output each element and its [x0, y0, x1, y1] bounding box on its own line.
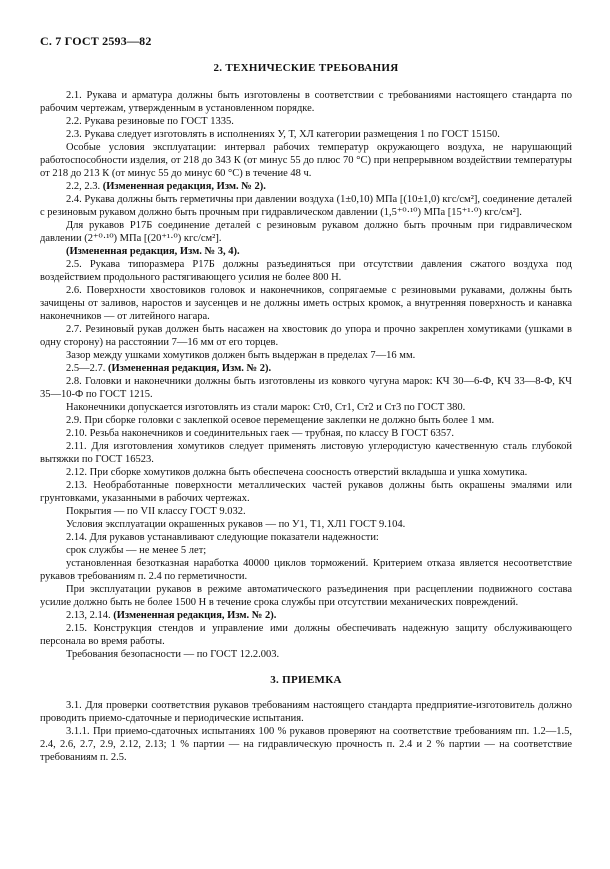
- amendment-note: [40, 609, 572, 622]
- paragraph: Для рукавов Р17Б соединение деталей с резиновым рукавом должно быть прочным при гидравлическом давлении (2⁺⁰·¹⁰) МПа [(20⁺¹·⁰) кгс/см²].: [40, 220, 572, 244]
- paragraph: 2.14. Для рукавов устанавливают следующие показатели надежности:: [66, 532, 379, 543]
- paragraph: 2.13. Необработанные поверхности металлических частей рукавов должны быть окрашены эмалями или грунтовками, указанными в рабочих чертежах.: [40, 480, 572, 504]
- amendment-text: (Измененная редакция, Изм. № 2).: [113, 610, 277, 621]
- paragraph: 2.3. Рукава следует изготовлять в исполнениях У, Т, ХЛ категории размещения 1 по ГОСТ 15150.: [66, 129, 500, 140]
- paragraph: Зазор между ушками хомутиков должен быть выдержан в пределах 7—16 мм.: [66, 350, 416, 361]
- paragraph: 2.15. Конструкция стендов и управление ими должны обеспечивать надежную защиту обслуживающего персонала во время работы.: [40, 623, 572, 647]
- paragraph: 2.10. Резьба наконечников и соединительных гаек — трубная, по классу В ГОСТ 6357.: [66, 428, 455, 439]
- amendment-text: (Измененная редакция, Изм. № 2).: [102, 181, 266, 192]
- paragraph: При эксплуатации рукавов в режиме автоматического разъединения при расцеплении подвижного состава усилие должно быть не более 1500 Н в течение срока службы при отсутствии механических повреждений.: [40, 584, 572, 608]
- paragraph: 3.1.1. При приемо-сдаточных испытаниях 100 % рукавов проверяют на соответствие требованиям пп. 1.2—1.5, 2.4, 2.6, 2.7, 2.9, 2.12, 2.13; 1 % партии — на гидравлическую прочность п. 2.4 и 2 % партии — на соответствие требованиям п. 2.5.: [40, 726, 572, 763]
- paragraph: 2.11. Для изготовления хомутиков следует применять листовую углеродистую качественную сталь глубокой вытяжки по ГОСТ 16523.: [40, 441, 572, 465]
- paragraph: Условия эксплуатации окрашенных рукавов — по У1, Т1, ХЛ1 ГОСТ 9.104.: [66, 519, 406, 530]
- paragraph: Покрытия — по VII классу ГОСТ 9.032.: [66, 506, 246, 517]
- amendment-note: (Измененная редакция, Изм. № 3, 4).: [66, 246, 240, 257]
- page-header: С. 7 ГОСТ 2593—82: [40, 34, 152, 48]
- paragraph: установленная безотказная наработка 40000 циклов торможений. Критерием отказа является несоответствие рукавов требованиям п. 2.4 по герметичности.: [40, 558, 572, 582]
- paragraph: 2.5. Рукава типоразмера Р17Б должны разъединяться при отсутствии давления сжатого воздуха под воздействием продольного растягивающего усилия не более 800 Н.: [40, 259, 572, 283]
- paragraph: 2.9. При сборке головки с заклепкой осевое перемещение заклепки не должно быть более 1 мм.: [66, 415, 495, 426]
- paragraph: Особые условия эксплуатации: интервал рабочих температур окружающего воздуха, не нарушающий работоспособности изделия, от 218 до 343 К (от минус 55 до плюс 70 °С) при непрерывном воздействии температуры от 218 до 213 К (от минус 55 до минус 60 °С) в течение 48 ч.: [40, 142, 572, 179]
- paragraph: Наконечники допускается изготовлять из стали марок: Ст0, Ст1, Ст2 и Ст3 по ГОСТ 380.: [66, 402, 466, 413]
- paragraph: 2.8. Головки и наконечники должны быть изготовлены из ковкого чугуна марок: КЧ 30—6-Ф, КЧ 33—8-Ф, КЧ 35—10-Ф по ГОСТ 1215.: [40, 376, 572, 400]
- clause-numbers: 2.2, 2.3.: [66, 181, 101, 192]
- amendment-text: (Измененная редакция, Изм. № 2).: [108, 363, 272, 374]
- paragraph: 2.2. Рукава резиновые по ГОСТ 1335.: [66, 116, 234, 127]
- page-content: [40, 62, 572, 764]
- paragraph: 2.12. При сборке хомутиков должна быть обеспечена соосность отверстий вкладыша и ушка хомутика.: [66, 467, 528, 478]
- amendment-note: [40, 362, 572, 375]
- paragraph: 2.4. Рукава должны быть герметичны при давлении воздуха (1±0,10) МПа [(10±1,0) кгс/см²], соединение деталей с резиновым рукавом должно быть прочным при гидравлическом давлении (1,5⁺⁰·¹⁰) МПа [15⁺¹·⁰) кгс/см²].: [40, 194, 572, 218]
- paragraph: срок службы — не менее 5 лет;: [66, 545, 207, 556]
- clause-numbers: 2.5—2.7.: [66, 363, 106, 374]
- amendment-note: [40, 180, 572, 193]
- clause-numbers: 2.13, 2.14.: [66, 610, 111, 621]
- paragraph: 2.7. Резиновый рукав должен быть насажен на хвостовик до упора и прочно закреплен хомутиками (ушками в одну сторону) на расстоянии 7—16 мм от его торцев.: [40, 324, 572, 348]
- paragraph: 2.1. Рукава и арматура должны быть изготовлены в соответствии с требованиями настоящего стандарта по рабочим чертежам, утвержденным в установленном порядке.: [40, 90, 572, 114]
- paragraph: Требования безопасности — по ГОСТ 12.2.003.: [66, 649, 280, 660]
- section-title: 3. ПРИЕМКА: [270, 674, 342, 686]
- paragraph: 2.6. Поверхности хвостовиков головок и наконечников, сопрягаемые с резиновыми рукавами, должны быть зачищены от заливов, наростов и заусенцев и не должны иметь острых кромок, а внутренняя поверхность и канавка наконечников — от литейного нагара.: [40, 285, 572, 322]
- section-title: 2. ТЕХНИЧЕСКИЕ ТРЕБОВАНИЯ: [213, 62, 399, 74]
- paragraph: 3.1. Для проверки соответствия рукавов требованиям настоящего стандарта предприятие-изготовитель должно проводить приемо-сдаточные и периодические испытания.: [40, 700, 572, 724]
